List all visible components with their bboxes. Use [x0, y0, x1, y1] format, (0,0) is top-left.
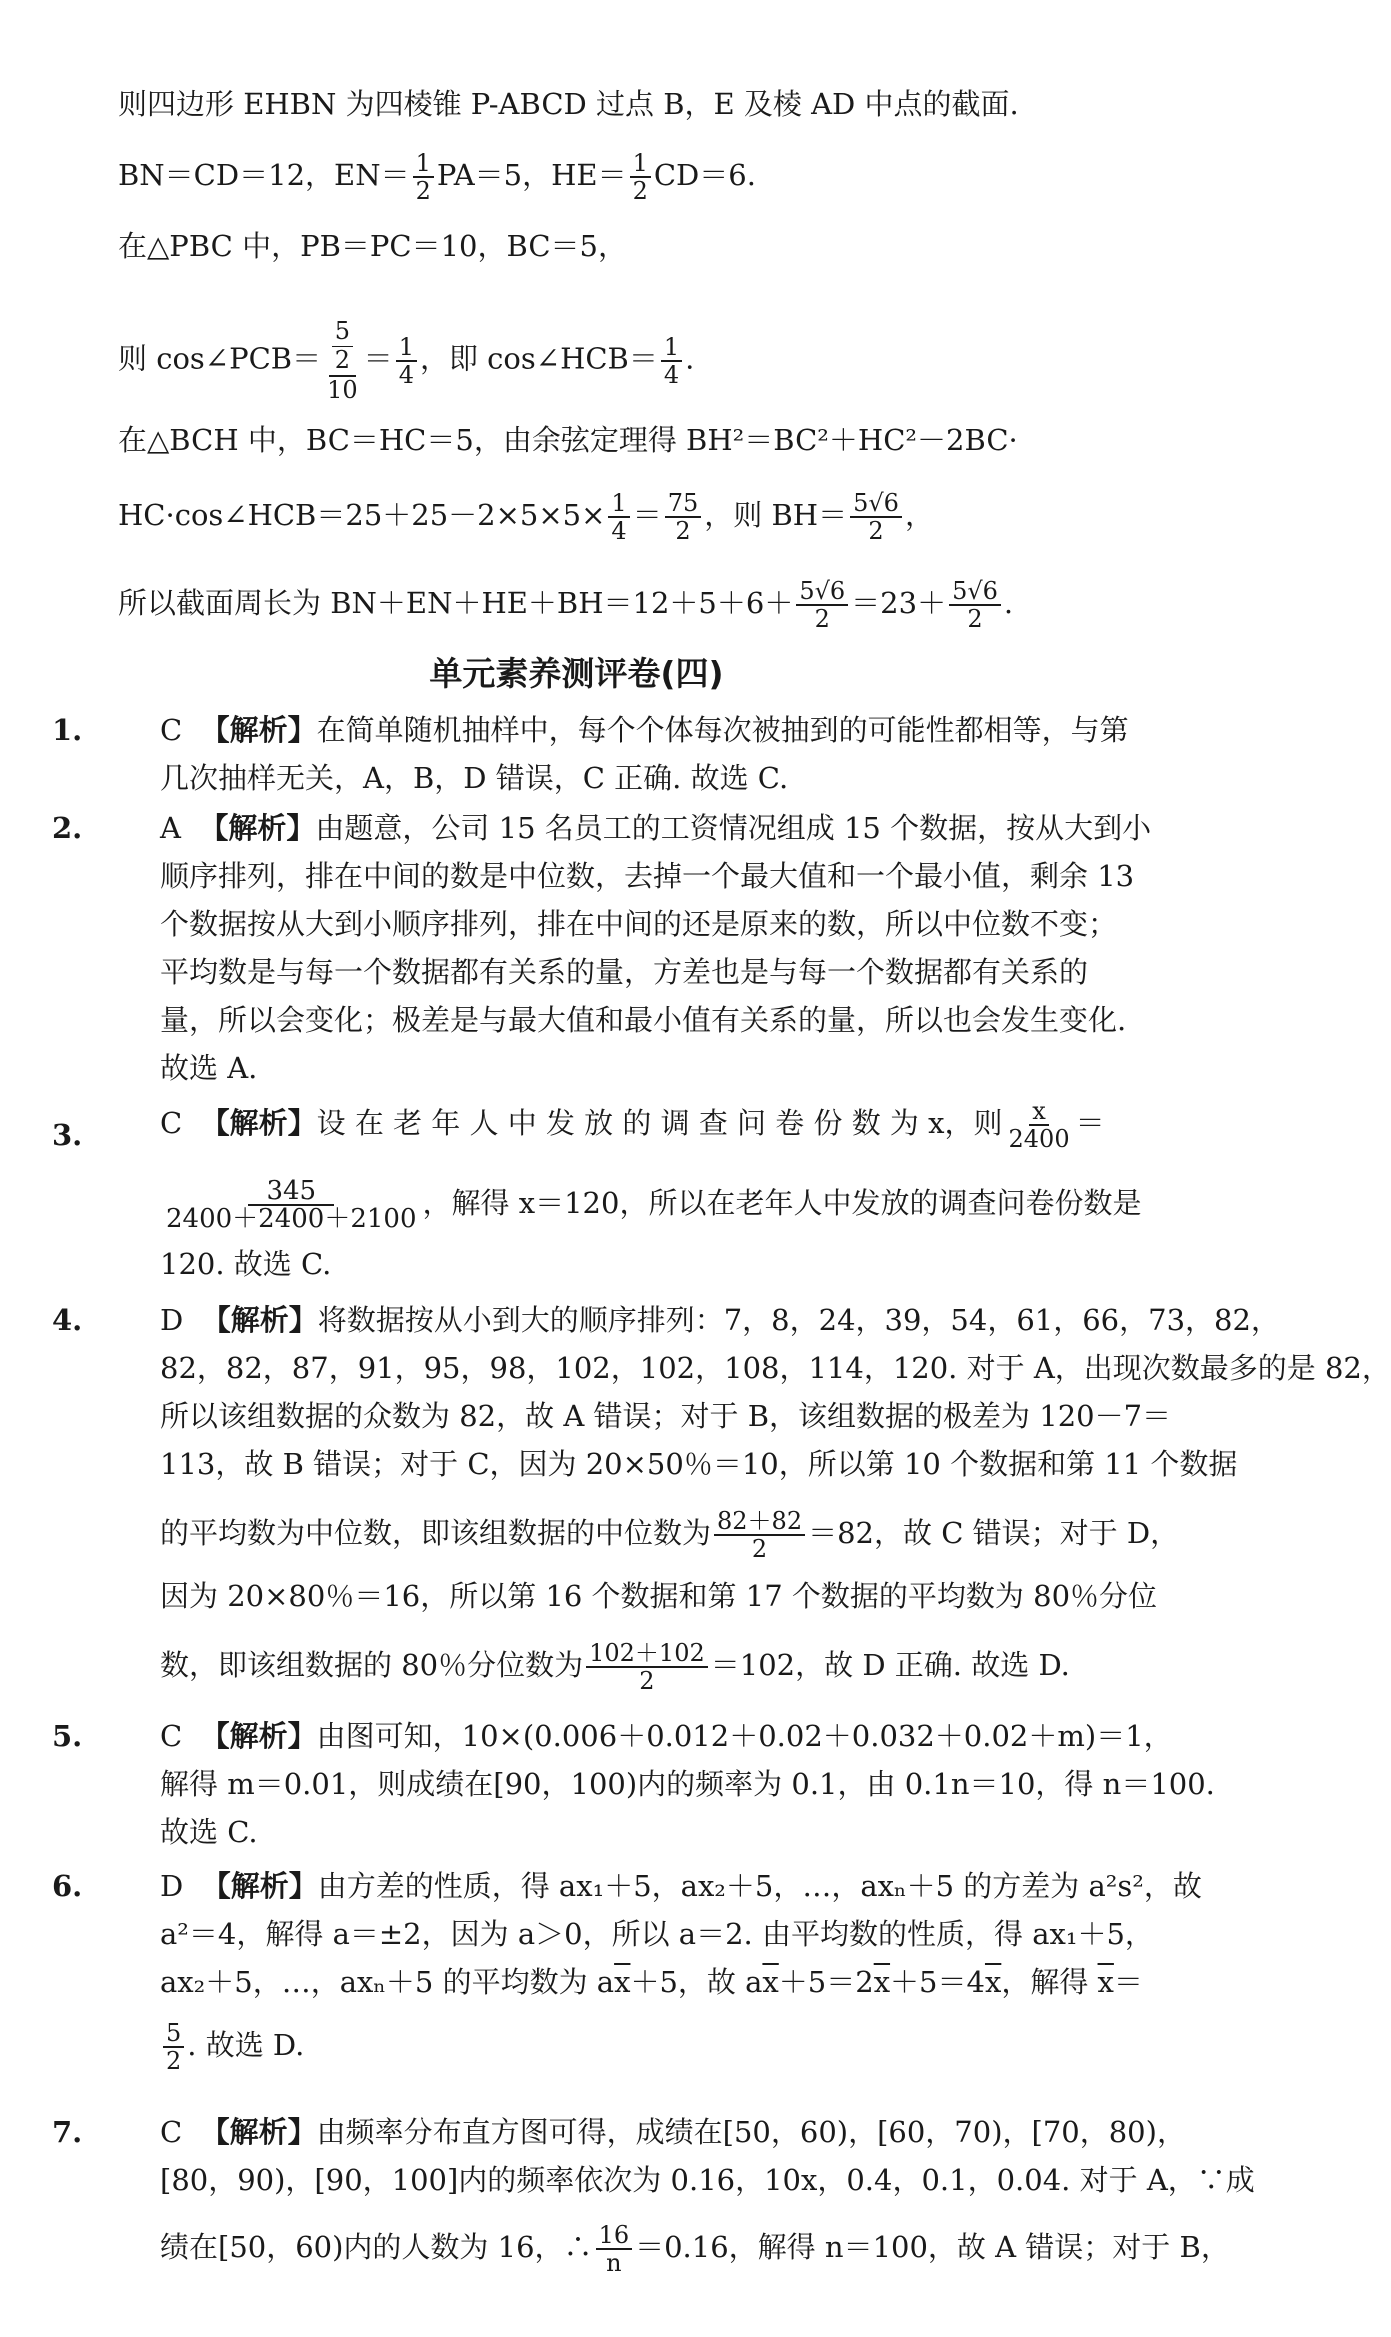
q6-text-3-e: ，解得 [1001, 1965, 1089, 1999]
fraction-102-102 [586, 1640, 708, 1694]
analysis-tag: 【解析】 [201, 1869, 318, 1903]
frac-den: 2 [639, 1667, 655, 1695]
frac-num: 345 [248, 1178, 334, 1206]
frac-num: 1 [396, 334, 417, 362]
x-bar: $\overline{x}$ [614, 1965, 631, 1999]
q6-answer: D [160, 1869, 184, 1903]
q2-number: 2. [52, 811, 83, 845]
intro-line-6-d: ， [904, 498, 934, 532]
frac-den: 10 [327, 376, 358, 404]
q3-line-1 [160, 1097, 1105, 1153]
analysis-tag: 【解析】 [199, 811, 316, 845]
inner-fraction [332, 318, 353, 373]
q6-text-3-b: ＋5，故 a [630, 1965, 763, 1999]
intro-line-6-a: HC·cos∠HCB＝25＋25－2×5×5× [118, 498, 606, 532]
q6-text-3-d: ＋5＝4 [890, 1965, 985, 1999]
q4-line-5 [160, 1507, 1180, 1563]
frac-num: 5√6 [796, 578, 848, 606]
frac-den: 2 [632, 177, 648, 205]
frac-den: 2400 [1008, 1125, 1070, 1153]
q6-text-2: a²＝4，解得 a＝±2，因为 a＞0，所以 a＝2. 由平均数的性质，得 ax₁＋5， [160, 1917, 1154, 1951]
intro-line-3 [118, 226, 1093, 266]
q3-line-3 [160, 1244, 1093, 1284]
q6-text-3-a: ax₂＋5，…，axₙ＋5 的平均数为 a [160, 1965, 615, 1999]
q6-line-3 [160, 1962, 1143, 2002]
q1-number: 1. [52, 713, 83, 747]
intro-line-7-c: . [1003, 586, 1014, 620]
q4-text-4: 113，故 B 错误；对于 C，因为 20×50％＝10，所以第 10 个数据和第 11 个数据 [160, 1447, 1238, 1481]
q5-text-1: 由图可知，10×(0.006＋0.012＋0.02＋0.032＋0.02＋m)＝1， [316, 1719, 1173, 1753]
q2-text-6: 故选 A. [160, 1051, 258, 1085]
q6-text-3-c: ＋5＝2 [778, 1965, 874, 1999]
q4-text-5-b: ＝82，故 C 错误；对于 D， [808, 1516, 1180, 1550]
q4-line-2 [160, 1348, 1391, 1388]
frac-num [329, 318, 356, 377]
fraction-16-n [596, 2222, 633, 2276]
x-bar: $\overline{x}$ [984, 1965, 1002, 1999]
analysis-tag: 【解析】 [200, 2115, 317, 2149]
frac-den: 4 [611, 517, 627, 545]
section-title: 单元素养测评卷(四) [429, 654, 724, 693]
q7-line-2 [160, 2160, 1255, 2200]
q4-text-7-b: ＝102，故 D 正确. 故选 D. [710, 1648, 1070, 1682]
q4-line-3 [160, 1396, 1172, 1436]
frac-num: 1 [608, 490, 629, 518]
frac-num: x [1029, 1098, 1049, 1126]
q7-line-3 [160, 2221, 1230, 2277]
fraction-quarter-2 [661, 334, 682, 388]
q3-answer: C [160, 1106, 183, 1140]
frac-num: 1 [413, 150, 434, 178]
frac-den: 2 [751, 1535, 768, 1563]
q6-line-2 [160, 1914, 1154, 1954]
q1-line-2 [160, 758, 1093, 798]
q4-text-1: 将数据按从小到大的顺序排列：7，8，24，39，54，61，66，73，82， [317, 1303, 1280, 1337]
fraction-x-2400 [1006, 1098, 1073, 1152]
intro-line-7-b: ＝23＋ [851, 586, 947, 620]
q5-number: 5. [52, 1719, 83, 1753]
q2-line-1 [160, 808, 1152, 848]
q4-number: 4. [52, 1303, 83, 1337]
x-bar: $\overline{x}$ [762, 1965, 779, 1999]
frac-den: n [606, 2249, 622, 2277]
q5-line-2 [160, 1764, 1215, 1804]
fraction-82-82 [714, 1508, 805, 1562]
q2-line-4 [160, 952, 1093, 992]
frac-num: 75 [665, 490, 702, 518]
intro-line-5 [118, 420, 1093, 460]
fraction-5-2 [163, 2020, 184, 2074]
q5-text-3: 故选 C. [160, 1815, 258, 1849]
intro-line-2 [118, 150, 1093, 204]
q3-number: 3. [52, 1118, 83, 1152]
intro-line-7 [118, 578, 1093, 632]
intro-line-1 [118, 84, 1093, 124]
q4-text-7-a: 数，即该组数据的 80％分位数为 [160, 1648, 584, 1682]
intro-line-2-c: CD＝6. [653, 158, 756, 192]
intro-line-2-b: PA＝5，HE＝ [436, 158, 627, 192]
intro-line-3-text: 在△PBC 中，PB＝PC＝10，BC＝5， [118, 229, 627, 263]
q3-line-2 [160, 1176, 1142, 1234]
q6-text-3-f: ＝ [1113, 1965, 1143, 1999]
frac-num: 1 [630, 150, 651, 178]
q4-text-5-a: 的平均数为中位数，即该组数据的中位数为 [160, 1516, 712, 1550]
intro-line-5-text: 在△BCH 中，BC＝HC＝5，由余弦定理得 BH²＝BC²＋HC²－2BC· [118, 423, 1018, 457]
frac-num: 1 [661, 334, 682, 362]
frac-num: 5 [332, 318, 353, 347]
frac-num: 5√6 [949, 578, 1001, 606]
intro-line-1-text: 则四边形 EHBN 为四棱锥 P-ABCD 过点 B，E 及棱 AD 中点的截面. [118, 87, 1019, 121]
fraction-quarter-3 [608, 490, 629, 544]
q2-text-3: 个数据按从大到小顺序排列，排在中间的还是原来的数，所以中位数不变； [160, 907, 1118, 941]
q7-text-2: [80，90)，[90，100]内的频率依次为 0.16，10x，0.4，0.1，0.04. 对于 A，∵成 [160, 2163, 1255, 2197]
q2-line-6 [160, 1048, 1093, 1088]
q6-line-4 [160, 2020, 1093, 2074]
q1-text-2: 几次抽样无关，A，B，D 错误，C 正确. 故选 C. [160, 761, 789, 795]
analysis-tag: 【解析】 [201, 1303, 318, 1337]
frac-num: 82＋82 [714, 1508, 805, 1536]
q3-text-2: ，解得 x＝120，所以在老年人中发放的调查问卷份数是 [422, 1186, 1142, 1220]
q2-answer: A [160, 811, 181, 845]
q6-line-1 [160, 1866, 1202, 1906]
q5-line-1 [160, 1716, 1173, 1756]
intro-line-4-b: ＝ [363, 341, 393, 376]
q6-text-1: 由方差的性质，得 ax₁＋5，ax₂＋5，…，axₙ＋5 的方差为 a²s²，故 [317, 1869, 1202, 1903]
intro-line-6-c: ，则 BH＝ [704, 498, 848, 532]
analysis-tag: 【解析】 [200, 1719, 317, 1753]
fraction-nested [324, 318, 361, 403]
intro-line-4 [118, 318, 1093, 403]
frac-den: 2 [967, 605, 983, 633]
q2-line-3 [160, 904, 1118, 944]
fraction-5root6-3 [949, 578, 1001, 632]
frac-num: 5 [163, 2020, 184, 2048]
frac-den: 2 [675, 517, 691, 545]
q4-line-7 [160, 1640, 1093, 1694]
q7-number: 7. [52, 2115, 83, 2149]
intro-line-6-b: ＝ [632, 498, 662, 532]
fraction-half-1 [413, 150, 434, 204]
q1-line-1 [160, 710, 1129, 750]
analysis-tag: 【解析】 [200, 713, 317, 747]
q3-text-1: 设 在 老 年 人 中 发 放 的 调 查 问 卷 份 数 为 x，则 [316, 1106, 1003, 1140]
q7-answer: C [160, 2115, 183, 2149]
fraction-half-2 [630, 150, 651, 204]
fraction-5root6-1 [850, 490, 902, 544]
x-bar: $\overline{x}$ [873, 1965, 891, 1999]
q2-text-4: 平均数是与每一个数据都有关系的量，方差也是与每一个数据都有关系的 [160, 955, 1089, 989]
frac-den: 2400＋2400＋2100 [166, 1204, 417, 1234]
q4-text-6: 因为 20×80％＝16，所以第 16 个数据和第 17 个数据的平均数为 80％分位 [160, 1579, 1158, 1613]
q4-line-6 [160, 1576, 1158, 1616]
fraction-5root6-2 [796, 578, 848, 632]
q4-text-3: 所以该组数据的众数为 82，故 A 错误；对于 B，该组数据的极差为 120－7＝ [160, 1399, 1172, 1433]
q4-text-2: 82，82，87，91，95，98，102，102，108，114，120. 对于 A，出现次数最多的是 82， [160, 1351, 1391, 1385]
q4-answer: D [160, 1303, 184, 1337]
q3-text-1-end: ＝ [1075, 1106, 1105, 1140]
q6-number: 6. [52, 1869, 83, 1903]
fraction-345-sum [163, 1178, 420, 1232]
q4-line-4 [160, 1444, 1238, 1484]
q4-line-1 [160, 1300, 1280, 1340]
q2-line-2 [160, 856, 1135, 896]
frac-den: 2 [868, 517, 884, 545]
q2-text-2: 顺序排列，排在中间的数是中位数，去掉一个最大值和一个最小值，剩余 13 [160, 859, 1135, 893]
intro-line-2-a: BN＝CD＝12，EN＝ [118, 158, 410, 192]
q7-text-3-a: 绩在[50，60)内的人数为 16，∴ [160, 2230, 593, 2264]
intro-line-4-a: 则 cos∠PCB＝ [118, 341, 322, 376]
intro-line-7-a: 所以截面周长为 BN＋EN＋HE＋BH＝12＋5＋6＋ [118, 586, 794, 620]
fraction-75-2 [665, 490, 702, 544]
frac-den: 2 [415, 177, 431, 205]
q7-text-3-b: ＝0.16，解得 n＝100，故 A 错误；对于 B， [635, 2230, 1230, 2264]
q6-text-4: . 故选 D. [187, 2028, 305, 2062]
intro-line-4-d: . [685, 341, 695, 376]
q3-text-3: 120. 故选 C. [160, 1247, 332, 1281]
x-bar: $\overline{x}$ [1097, 1965, 1114, 1999]
q1-answer: C [160, 713, 183, 747]
intro-line-6 [118, 490, 1093, 544]
analysis-tag: 【解析】 [200, 1106, 317, 1140]
q2-text-5: 量，所以会变化；极差是与最大值和最小值有关系的量，所以也会发生变化. [160, 1003, 1127, 1037]
frac-den: 4 [663, 360, 680, 389]
frac-den: 2 [334, 346, 351, 374]
intro-line-4-c: ，即 cos∠HCB＝ [419, 341, 658, 376]
frac-num: 5√6 [850, 490, 902, 518]
frac-den: 4 [398, 360, 414, 389]
frac-den: 2 [814, 605, 830, 633]
q5-answer: C [160, 1719, 183, 1753]
q5-text-2: 解得 m＝0.01，则成绩在[90，100)内的频率为 0.1，由 0.1n＝10，得 n＝100. [160, 1767, 1215, 1801]
q2-line-5 [160, 1000, 1127, 1040]
frac-num: 16 [596, 2222, 633, 2250]
q7-text-1: 由频率分布直方图可得，成绩在[50，60)，[60，70)，[70，80)， [316, 2115, 1186, 2149]
q2-text-1: 由题意，公司 15 名员工的工资情况组成 15 个数据，按从大到小 [315, 811, 1152, 845]
frac-den: 2 [166, 2047, 182, 2075]
q7-line-1 [160, 2112, 1186, 2152]
q5-line-3 [160, 1812, 1093, 1852]
q1-text-1: 在简单随机抽样中，每个个体每次被抽到的可能性都相等，与第 [316, 713, 1129, 747]
fraction-quarter-1 [396, 334, 417, 388]
frac-num: 102＋102 [586, 1640, 708, 1668]
